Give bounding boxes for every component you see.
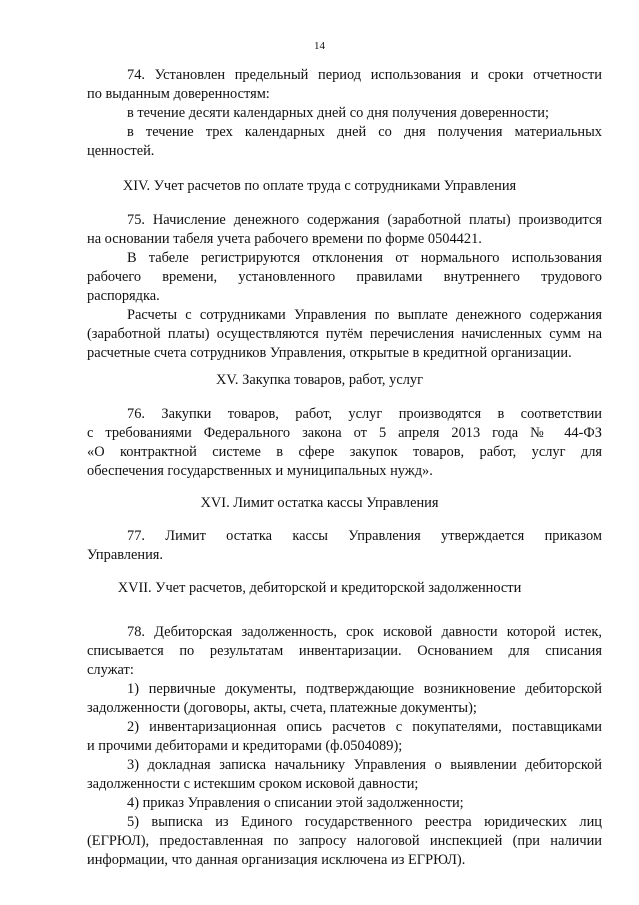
paragraph-74-line: 74. Установлен предельный период использования и сроки отчетности bbox=[127, 67, 602, 83]
paragraph-75-line: рабочего времени, установленного правилами внутреннего трудового bbox=[87, 269, 602, 285]
list-item-2-line: и прочими дебиторами и кредиторами (ф.0504089); bbox=[87, 738, 403, 754]
paragraph-74-line: в течение десяти календарных дней со дня получения доверенности; bbox=[127, 105, 549, 121]
section-heading-xiv: XIV. Учет расчетов по оплате труда с сотрудниками Управления bbox=[122, 178, 517, 194]
list-item-1-line: 1) первичные документы, подтверждающие возникновение дебиторской bbox=[127, 681, 602, 697]
paragraph-75-line: В табеле регистрируются отклонения от нормального использования bbox=[127, 250, 602, 266]
list-item-5-line: информации, что данная организация исключена из ЕГРЮЛ). bbox=[87, 852, 466, 868]
paragraph-77-line: 77. Лимит остатка кассы Управления утверждается приказом bbox=[127, 528, 602, 544]
list-item-4-line: 4) приказ Управления о списании этой задолженности; bbox=[127, 795, 464, 811]
list-item-1-line: задолженности (договоры, акты, счета, платежные документы); bbox=[87, 700, 477, 716]
list-item-3-line: задолженности с истекшим сроком исковой давности; bbox=[87, 776, 419, 792]
paragraph-75-line: расчетные счета сотрудников Управления, открытые в кредитной организации. bbox=[87, 345, 572, 361]
paragraph-75-line: распорядка. bbox=[87, 288, 160, 304]
paragraph-74-line: ценностей. bbox=[87, 143, 155, 159]
paragraph-78-line: 78. Дебиторская задолженность, срок исковой давности которой истек, bbox=[127, 624, 602, 640]
paragraph-75-line: 75. Начисление денежного содержания (заработной платы) производится bbox=[127, 212, 602, 228]
list-item-2-line: 2) инвентаризационная опись расчетов с покупателями, поставщиками bbox=[127, 719, 602, 735]
paragraph-77-line: Управления. bbox=[87, 547, 163, 563]
paragraph-76-line: 76. Закупки товаров, работ, услуг производятся в соответствии bbox=[127, 406, 602, 422]
section-heading-xvii: XVII. Учет расчетов, дебиторской и кредиторской задолженности bbox=[117, 580, 522, 596]
paragraph-75-line: на основании табеля учета рабочего времени по форме 0504421. bbox=[87, 231, 482, 247]
list-item-5-line: 5) выписка из Единого государственного реестра юридических лиц bbox=[127, 814, 602, 830]
section-heading-xvi: XVI. Лимит остатка кассы Управления bbox=[200, 495, 439, 511]
paragraph-76-line: «О контрактной системе в сфере закупок товаров, работ, услуг для bbox=[87, 444, 602, 460]
section-heading-xv: XV. Закупка товаров, работ, услуг bbox=[215, 372, 423, 388]
paragraph-75-line: Расчеты с сотрудниками Управления по выплате денежного содержания bbox=[127, 307, 602, 323]
page-number: 14 bbox=[314, 40, 325, 52]
list-item-3-line: 3) докладная записка начальнику Управления о выявлении дебиторской bbox=[127, 757, 602, 773]
paragraph-78-line: списывается по результатам инвентаризации. Основанием для списания bbox=[87, 643, 602, 659]
paragraph-76-line: обеспечения государственных и муниципальных нужд». bbox=[87, 463, 433, 479]
paragraph-74-line: в течение трех календарных дней со дня получения материальных bbox=[127, 124, 602, 140]
paragraph-76-line: с требованиями Федерального закона от 5 апреля 2013 года № 44-ФЗ bbox=[87, 425, 602, 441]
paragraph-78-line: служат: bbox=[87, 662, 134, 678]
list-item-5-line: (ЕГРЮЛ), предоставленная по запросу налоговой инспекцией (при наличии bbox=[87, 833, 602, 849]
paragraph-75-line: (заработной платы) осуществляются путём перечисления начисленных сумм на bbox=[87, 326, 602, 342]
paragraph-74-line: по выданным доверенностям: bbox=[87, 86, 270, 102]
